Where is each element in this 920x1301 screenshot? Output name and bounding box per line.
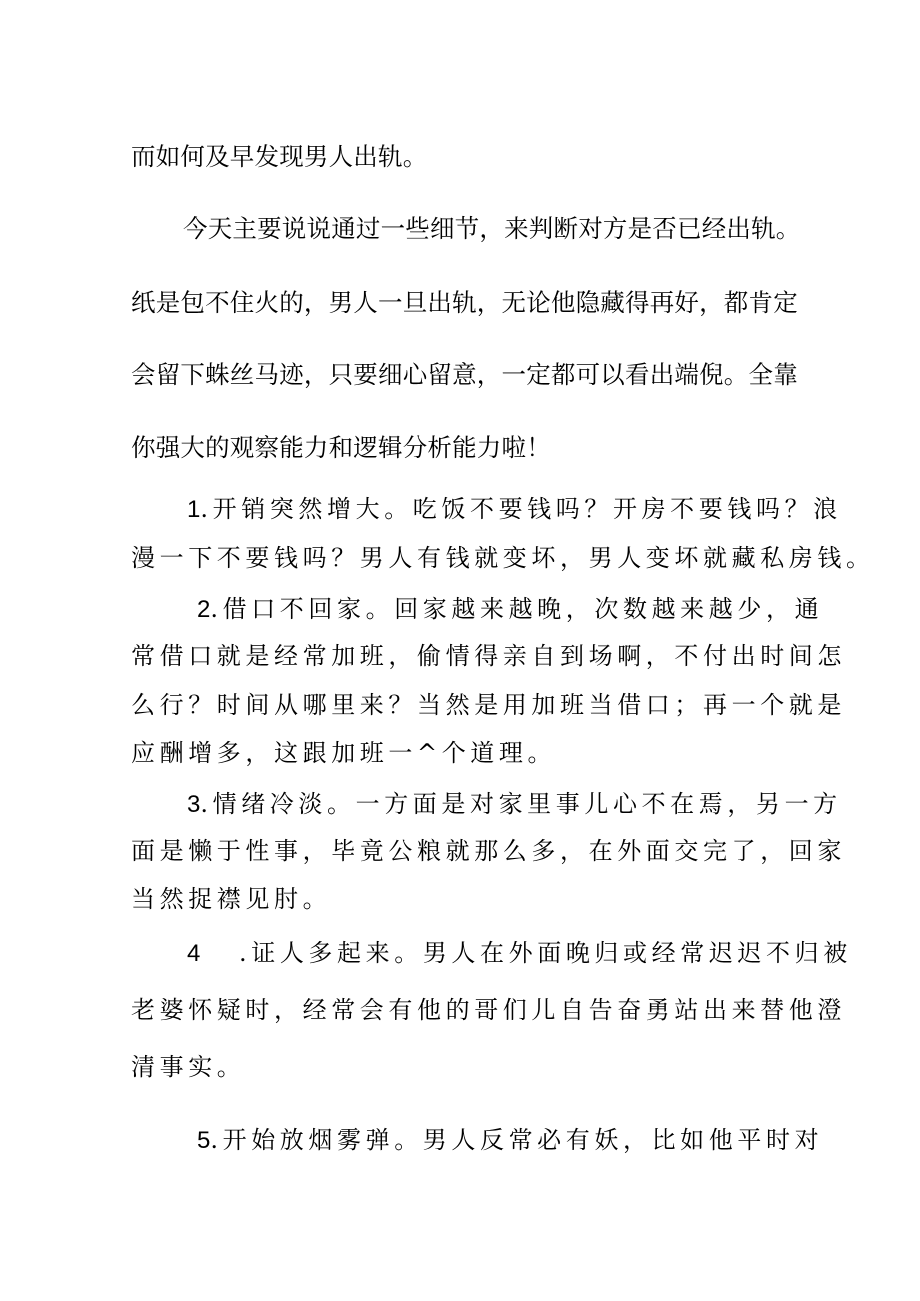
intro-line-1: 而如何及早发现男人出轨。 [131,142,428,171]
item-5-first-line [197,1120,823,1155]
item-2-line-4: 应酬增多，这跟加班一^个道理。 [131,739,557,767]
item-2-line-3: 么行？时间从哪里来？当然是用加班当借口；再一个就是 [131,691,846,719]
item-3-number: 3 [187,791,201,818]
item-2-first-line [197,589,823,624]
item-4-first-line [187,933,852,968]
intro-line-2: 今天主要说说通过一些细节，来判断对方是否已经出轨。 [183,214,801,243]
item-1-first-line [187,489,842,524]
intro-line-5: 你强大的观察能力和逻辑分析能力啦！ [131,433,551,462]
item-2-line-2: 常借口就是经常加班，偷情得亲自到场啊，不付出时间怎 [131,642,846,670]
item-2-number: 2 [197,596,211,623]
item-5-text: .开始放烟雾弹。男人反常必有妖，比如他平时对 [210,1126,824,1154]
intro-line-4: 会留下蛛丝马迹，只要细心留意，一定都可以看出端倪。全靠 [131,360,798,389]
item-3-line-2: 面是懒于性事，毕竟公粮就那么多，在外面交完了，回家 [131,837,846,865]
item-3-line-3: 当然捉襟见肘。 [131,885,332,913]
item-4-line-2: 老婆怀疑时，经常会有他的哥们儿自告奋勇站出来替他澄 [131,996,846,1024]
intro-line-3: 纸是包不住火的，男人一旦出轨，无论他隐藏得再好，都肯定 [131,288,798,317]
item-4-line-3: 清事实。 [131,1053,246,1081]
item-1-number: 1 [187,496,201,523]
item-2-text: .借口不回家。回家越来越晚，次数越来越少，通 [210,595,824,623]
item-1-line-2: 漫一下不要钱吗？男人有钱就变坏，男人变坏就藏私房钱。 [131,544,875,572]
item-4-text: .证人多起来。男人在外面晚归或经常迟迟不归被 [239,939,852,967]
item-1-text: .开销突然增大。吃饭不要钱吗？开房不要钱吗？浪 [200,495,842,523]
item-3-text: .情绪冷淡。一方面是对家里事儿心不在焉，另一方 [200,790,842,818]
item-3-first-line [187,784,842,819]
item-4-number: 4 [187,940,201,967]
item-5-number: 5 [197,1127,211,1154]
